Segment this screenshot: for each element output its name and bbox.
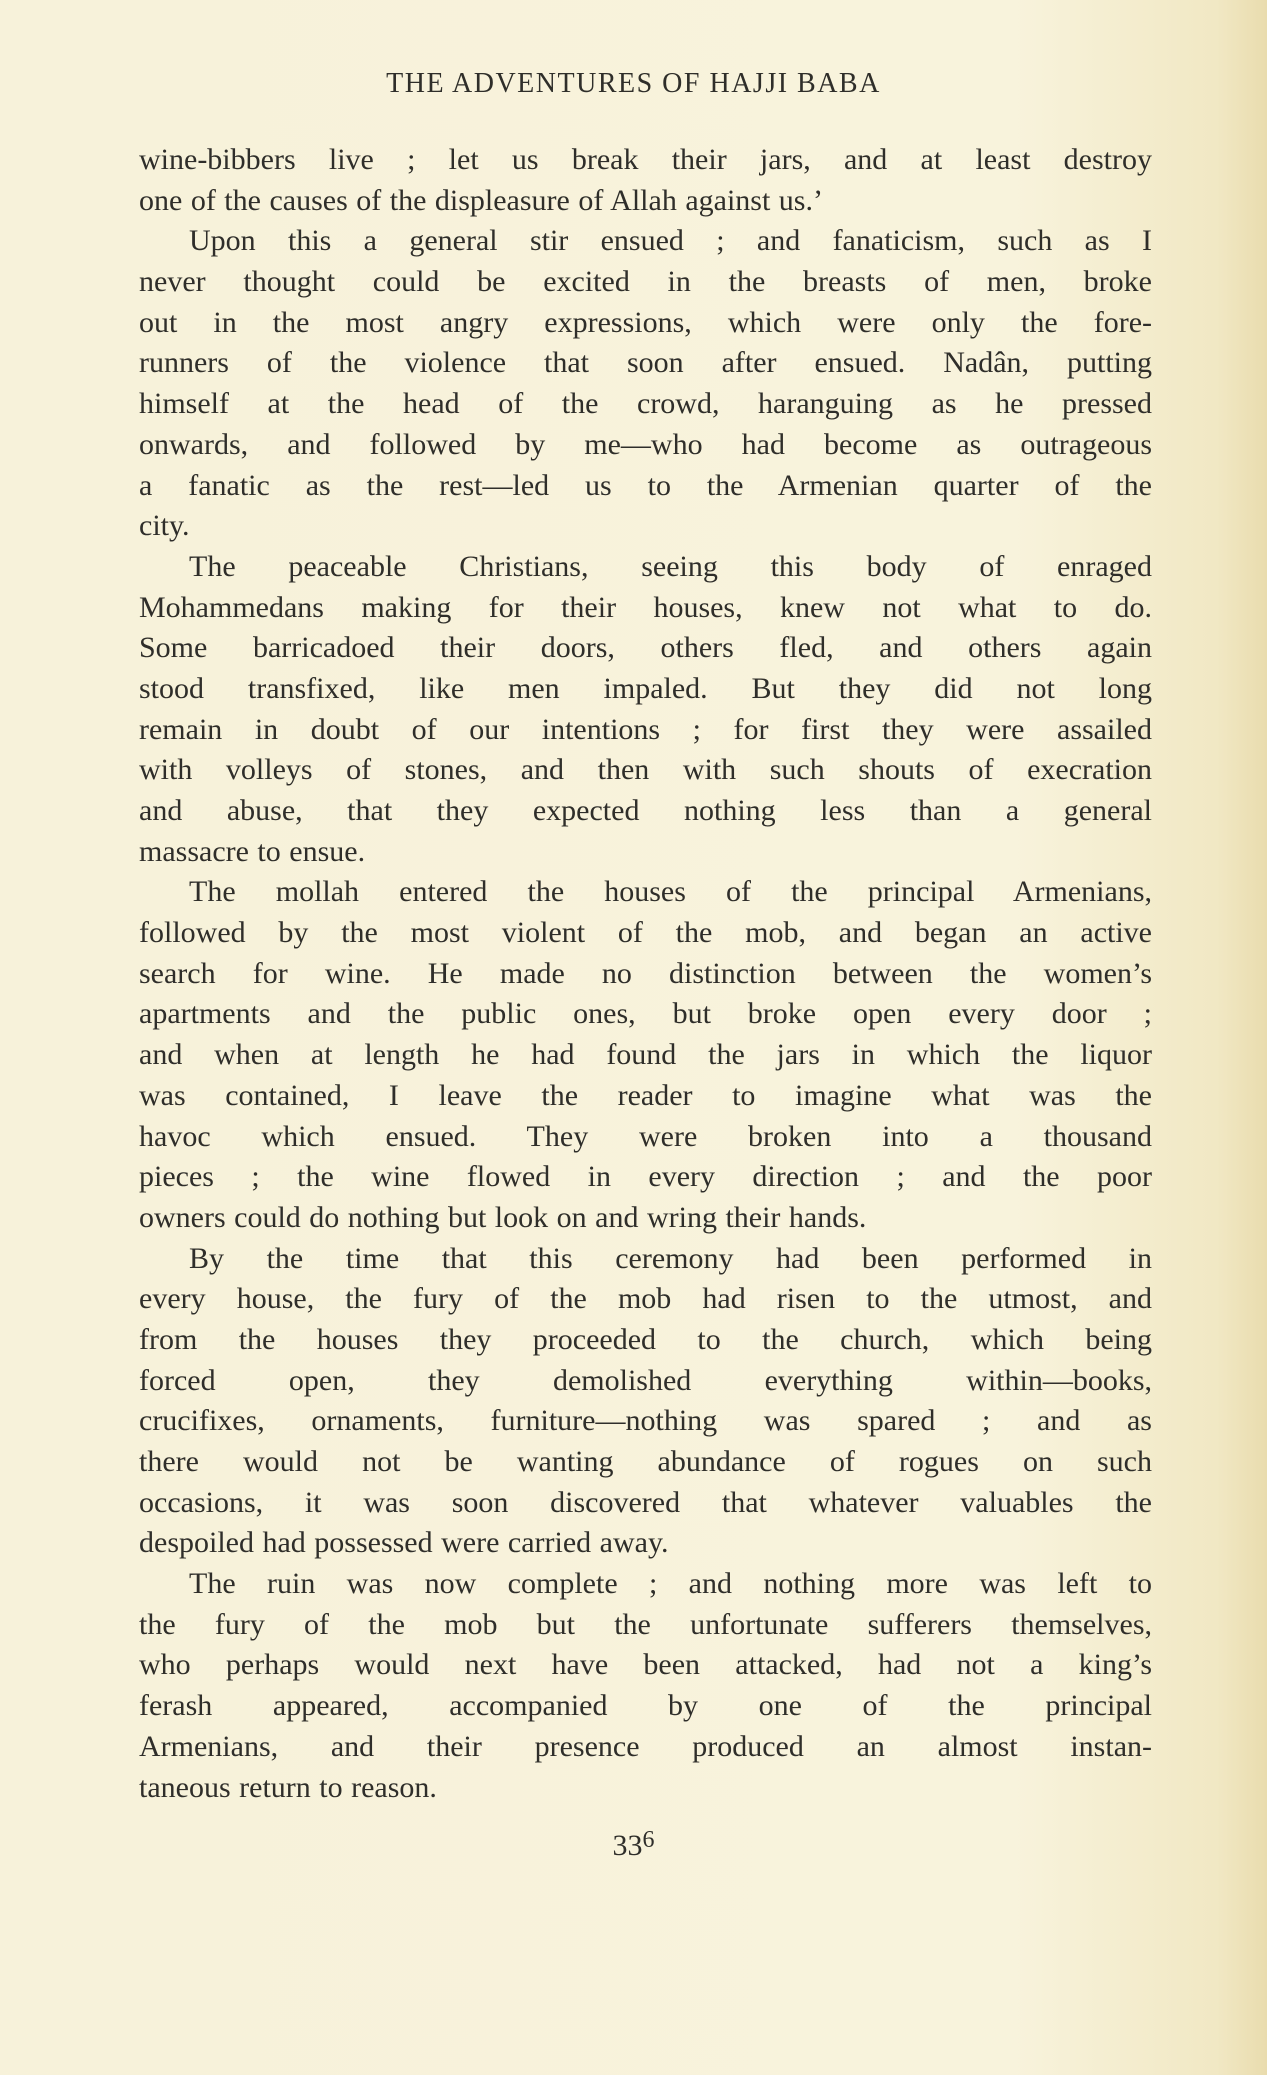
text-line: runners of the violence that soon after ensued. Nadân, putting — [139, 346, 1152, 380]
text-line: The mollah entered the houses of the principal Armenians, — [189, 875, 1152, 909]
text-line: remain in doubt of our intentions ; for first they were assailed — [139, 712, 1152, 746]
text-line: onwards, and followed by me—who had become as outrageous — [139, 427, 1152, 461]
text-line: himself at the head of the crowd, haranguing as he pressed — [139, 387, 1152, 421]
text-line: Armenians, and their presence produced an almost instan- — [139, 1729, 1152, 1763]
text-line: ferash appeared, accompanied by one of the principal — [139, 1689, 1152, 1723]
text-line: taneous return to reason. — [139, 1770, 437, 1804]
text-line: Some barricadoed their doors, others fled, and others again — [139, 631, 1152, 665]
text-line: havoc which ensued. They were broken into a thousand — [139, 1119, 1152, 1153]
text-line: pieces ; the wine flowed in every direction ; and the poor — [139, 1160, 1152, 1194]
text-line: city. — [139, 509, 190, 543]
body-text — [139, 140, 1152, 1808]
text-line: The ruin was now complete ; and nothing more was left to — [189, 1567, 1152, 1601]
text-line: a fanatic as the rest—led us to the Armenian quarter of the — [139, 468, 1152, 502]
text-line: wine-bibbers live ; let us break their jars, and at least destroy — [139, 143, 1152, 176]
text-line: was contained, I leave the reader to imagine what was the — [139, 1078, 1152, 1112]
text-line: apartments and the public ones, but broke open every door ; — [139, 997, 1152, 1031]
text-line: stood transfixed, like men impaled. But they did not long — [139, 671, 1152, 705]
text-line: Upon this a general stir ensued ; and fanaticism, such as I — [189, 224, 1152, 258]
text-line: with volleys of stones, and then with such shouts of execration — [139, 753, 1152, 787]
text-line: The peaceable Christians, seeing this body of enraged — [189, 549, 1152, 583]
text-line: search for wine. He made no distinction between the women’s — [139, 956, 1152, 990]
text-line: followed by the most violent of the mob, and began an active — [139, 916, 1152, 950]
text-line: forced open, they demolished everything within—books, — [139, 1363, 1152, 1397]
text-line: Mohammedans making for their houses, knew not what to do. — [139, 590, 1152, 624]
text-line: the fury of the mob but the unfortunate sufferers themselves, — [139, 1607, 1152, 1641]
text-line: massacre to ensue. — [139, 834, 366, 868]
text-line: who perhaps would next have been attacked, had not a king’s — [139, 1648, 1152, 1682]
text-line: crucifixes, ornaments, furniture—nothing was spared ; and as — [139, 1404, 1152, 1438]
running-head: THE ADVENTURES OF HAJJI BABA — [386, 68, 881, 99]
text-line: from the houses they proceeded to the church, which being — [139, 1322, 1152, 1356]
text-line: and abuse, that they expected nothing less than a general — [139, 794, 1152, 827]
page-number-main: 33 — [612, 1829, 643, 1862]
text-line: one of the causes of the displeasure of Allah against us.’ — [139, 183, 823, 217]
text-line: occasions, it was soon discovered that whatever valuables the — [139, 1485, 1152, 1519]
text-line: By the time that this ceremony had been performed in — [189, 1241, 1152, 1275]
text-line: there would not be wanting abundance of rogues on such — [139, 1445, 1152, 1478]
text-line: out in the most angry expressions, which were only the fore- — [139, 305, 1152, 339]
text-line: despoiled had possessed were carried away. — [139, 1526, 669, 1560]
text-line: never thought could be excited in the breasts of men, broke — [139, 265, 1152, 299]
text-line: and when at length he had found the jars in which the liquor — [139, 1038, 1152, 1072]
page-number-raised-digit: 6 — [642, 1827, 655, 1853]
text-line: owners could do nothing but look on and wring their hands. — [139, 1200, 867, 1234]
page-number — [0, 1820, 1267, 1866]
text-line: every house, the fury of the mob had risen to the utmost, and — [139, 1282, 1152, 1316]
